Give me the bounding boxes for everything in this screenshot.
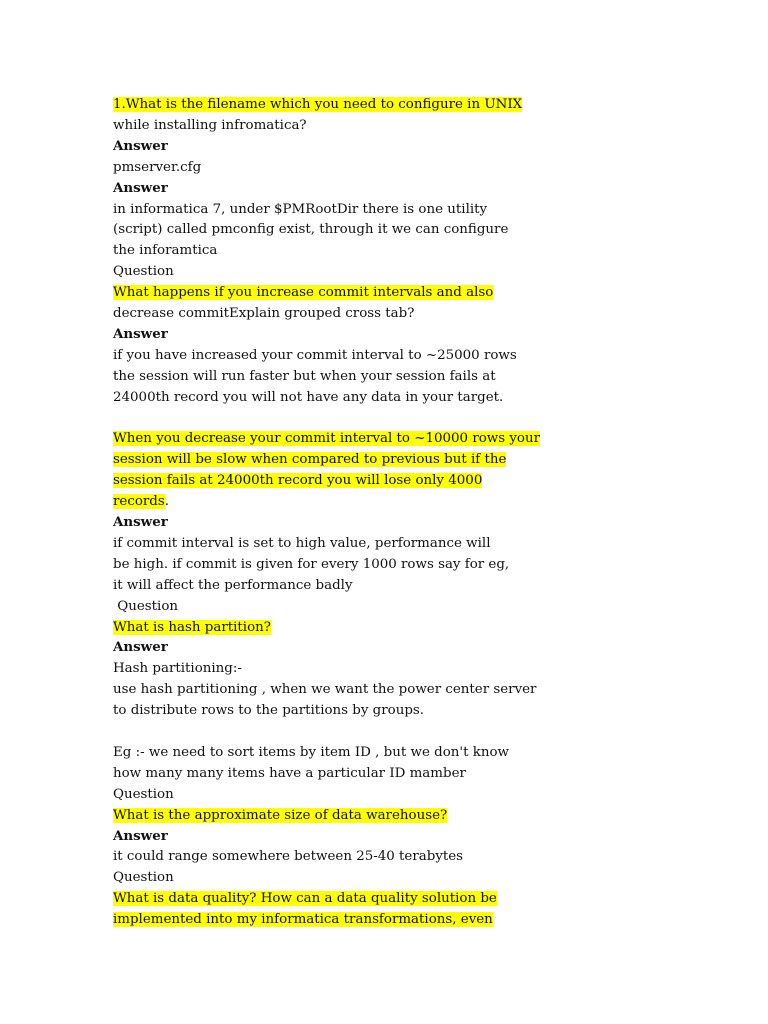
- text-line: [113, 888, 497, 909]
- text-line: [113, 742, 509, 763]
- text-line: [113, 303, 414, 324]
- answer-heading: Answer: [113, 827, 168, 844]
- text-line: [113, 805, 447, 826]
- body-text: if commit interval is set to high value, performance will: [113, 535, 491, 551]
- highlighted-text: session will be slow when compared to previous but if the: [113, 452, 507, 468]
- text-line: [113, 867, 174, 888]
- text-line: [113, 345, 517, 366]
- highlighted-text: What is the approximate size of data warehouse?: [113, 807, 448, 823]
- highlighted-text: records: [113, 494, 165, 510]
- body-text: it will affect the performance badly: [113, 577, 353, 593]
- text-line: [113, 178, 168, 199]
- text-line: [113, 261, 174, 282]
- answer-heading: Answer: [113, 639, 168, 656]
- text-line: [113, 533, 490, 554]
- text-line: [113, 449, 506, 470]
- text-line: [113, 94, 522, 115]
- body-text: it could range somewhere between 25-40 terabytes: [113, 849, 464, 865]
- text-line: [113, 387, 503, 408]
- punctuation: .: [164, 494, 169, 510]
- body-text: to distribute rows to the partitions by groups.: [113, 703, 425, 719]
- text-line: [113, 617, 271, 638]
- body-text: the inforamtica: [113, 243, 218, 259]
- body-text: in informatica 7, under $PMRootDir there is one utility: [113, 201, 488, 217]
- text-line: [113, 324, 168, 345]
- text-line: [113, 596, 178, 617]
- text-line: [113, 491, 169, 512]
- text-line: [113, 658, 242, 679]
- text-line: [113, 679, 536, 700]
- text-line: [113, 428, 540, 449]
- text-line: [113, 512, 168, 533]
- answer-heading: Answer: [113, 514, 168, 530]
- body-text: Hash partitioning:-: [113, 661, 242, 677]
- highlighted-text: When you decrease your commit interval to ~10000 rows your: [113, 431, 541, 447]
- body-text: while installing infromatica?: [113, 117, 307, 133]
- body-text: Eg :- we need to sort items by item ID , but we don't know: [113, 744, 509, 760]
- text-line: [113, 575, 353, 596]
- text-line: [113, 763, 466, 784]
- text-line: [113, 784, 174, 805]
- answer-heading: Answer: [113, 137, 168, 154]
- text-line: [113, 219, 508, 240]
- body-text: decrease commitExplain grouped cross tab?: [113, 306, 415, 321]
- body-text: Question: [113, 598, 179, 614]
- body-text: Question: [113, 870, 174, 886]
- body-text: Question: [113, 264, 174, 280]
- body-text: how many many items have a particular ID mamber: [113, 765, 466, 781]
- text-line: [113, 637, 168, 658]
- answer-heading: Answer: [113, 325, 168, 342]
- highlighted-text: implemented into my informatica transformations, even: [113, 912, 493, 928]
- text-line: [113, 846, 463, 867]
- text-line: [113, 366, 496, 387]
- highlighted-text: What is data quality? How can a data quality solution be: [113, 891, 497, 907]
- text-line: [113, 199, 487, 220]
- body-text: if you have increased your commit interval to ~25000 rows: [113, 347, 517, 363]
- text-line: [113, 136, 168, 157]
- body-text: 24000th record you will not have any data in your target.: [113, 389, 504, 405]
- text-line: [113, 700, 424, 721]
- body-text: be high. if commit is given for every 1000 rows say for eg,: [113, 556, 510, 572]
- text-line: [113, 470, 482, 491]
- answer-heading: Answer: [113, 179, 168, 196]
- highlighted-text: What is hash partition?: [113, 619, 271, 635]
- text-line: [113, 282, 493, 303]
- body-text: use hash partitioning , when we want the power center server: [113, 682, 537, 698]
- text-line: [113, 554, 509, 575]
- highlighted-text: What happens if you increase commit intervals and also: [113, 285, 494, 301]
- text-line: [113, 115, 307, 136]
- body-text: Question: [113, 786, 174, 802]
- text-line: [113, 909, 493, 930]
- body-text: (script) called pmconfig exist, through it we can configure: [113, 222, 509, 238]
- body-text: pmserver.cfg: [113, 159, 202, 175]
- highlighted-text: session fails at 24000th record you will lose only 4000: [113, 473, 483, 489]
- highlighted-text: 1.What is the filename which you need to configure in UNIX: [113, 97, 523, 112]
- text-line: [113, 240, 217, 261]
- text-line: [113, 826, 168, 847]
- body-text: the session will run faster but when your session fails at: [113, 368, 496, 384]
- text-line: [113, 157, 201, 178]
